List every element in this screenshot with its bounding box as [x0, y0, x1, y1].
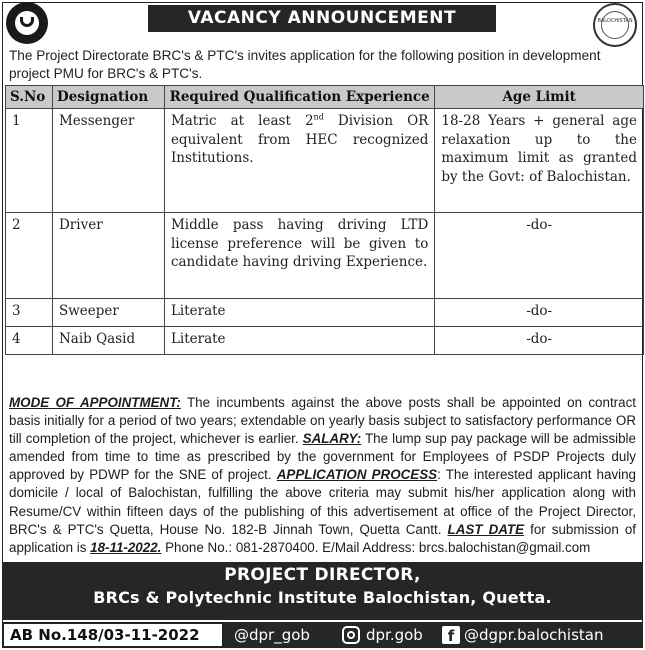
- row-designation: Sweeper: [52, 299, 164, 327]
- signatory-title: PROJECT DIRECTOR,: [224, 565, 421, 585]
- contact-text: Phone No.: 081-2870400. E/Mail Address: brcs.balochistan@gmail.com: [161, 539, 591, 555]
- row-sno: 2: [6, 213, 53, 299]
- row-age-limit: 18-28 Years + general age relaxation up to the maximum limit as granted by the Govt: of Balochistan.: [435, 109, 644, 213]
- facebook-handle[interactable]: @dgpr.balochistan: [464, 626, 604, 644]
- signatory-office: BRCs & Polytechnic Institute Balochistan, Quetta.: [93, 588, 552, 607]
- table-row: [6, 327, 644, 355]
- row-qualification: Matric at least 2nd Division OR equivalent from HEC recognized Institutions.: [164, 109, 434, 213]
- signatory-block: [2, 562, 643, 620]
- intro-text: The Project Directorate BRC's & PTC's invites application for the following position in development project PMU for BRC's & PTC's.: [9, 48, 601, 81]
- vacancy-table: [5, 85, 644, 355]
- terms-paragraph: [9, 394, 636, 557]
- process-heading: APPLICATION PROCESS: [276, 467, 438, 483]
- last-date-value: 18-11-2022.: [90, 539, 162, 555]
- table-header-row: [6, 86, 644, 109]
- last-date-text: for submission of application is: [9, 521, 637, 555]
- social-links: [224, 622, 643, 648]
- seal-text: BALOCHISTAN: [597, 18, 633, 24]
- row-designation: Naib Qasid: [52, 327, 164, 355]
- table-row: [6, 299, 644, 327]
- row-qualification: Literate: [164, 299, 434, 327]
- row-qualification: Middle pass having driving LTD license preference will be given to candidate having driving Experience.: [164, 213, 434, 299]
- header-designation: Designation: [52, 86, 164, 109]
- row-qualification: Literate: [164, 327, 434, 355]
- footer-bar: [2, 622, 643, 648]
- facebook-icon: f: [442, 626, 460, 644]
- government-logo: [6, 2, 48, 44]
- row-designation: Driver: [52, 213, 164, 299]
- row-age-limit: -do-: [435, 299, 644, 327]
- row-sno: 4: [6, 327, 53, 355]
- directorate-seal: [593, 3, 637, 47]
- row-age-limit: -do-: [435, 213, 644, 299]
- process-text: : The interested applicant having domicile / local of Balochistan, fulfilling the above criteria may submit his/her application along with Resume/CV within fifteen days of the publishing of this advertisement at office of the Project Director, BRC's & PTC's Quetta, House No. 182-B Jinnah Town, Quetta Cantt.: [9, 467, 637, 537]
- table-row: [6, 213, 644, 299]
- mode-text: The incumbents against the above posts shall be appointed on contract basis initially for a period of two years; extendable on yearly basis subject to satisfactory performance OR till completion of the project, whichever is earlier.: [9, 395, 636, 447]
- row-designation: Messenger: [52, 109, 164, 213]
- mode-heading: MODE OF APPOINTMENT:: [9, 395, 181, 410]
- header-qualification: Required Qualification Experience: [164, 86, 434, 109]
- twitter-handle[interactable]: @dpr_gob: [234, 626, 310, 644]
- ab-number: AB No.148/03-11-2022: [2, 622, 224, 648]
- row-sno: 1: [6, 109, 53, 213]
- salary-heading: SALARY:: [302, 431, 362, 447]
- page-title: VACANCY ANNOUNCEMENT: [148, 5, 496, 32]
- header-sno: S.No: [6, 86, 53, 109]
- salary-text: The lump sup pay package will be admissible amended from time to time as prescribed by the government for Employees of PSDP Projects duly approved by PDWP for the SNE of project.: [9, 431, 636, 483]
- last-date-heading: LAST DATE: [447, 521, 525, 537]
- header-age-limit: Age Limit: [435, 86, 644, 109]
- row-sno: 3: [6, 299, 53, 327]
- instagram-handle[interactable]: dpr.gob: [366, 626, 423, 644]
- table-row: [6, 109, 644, 213]
- instagram-icon: [342, 626, 360, 644]
- row-age-limit: -do-: [435, 327, 644, 355]
